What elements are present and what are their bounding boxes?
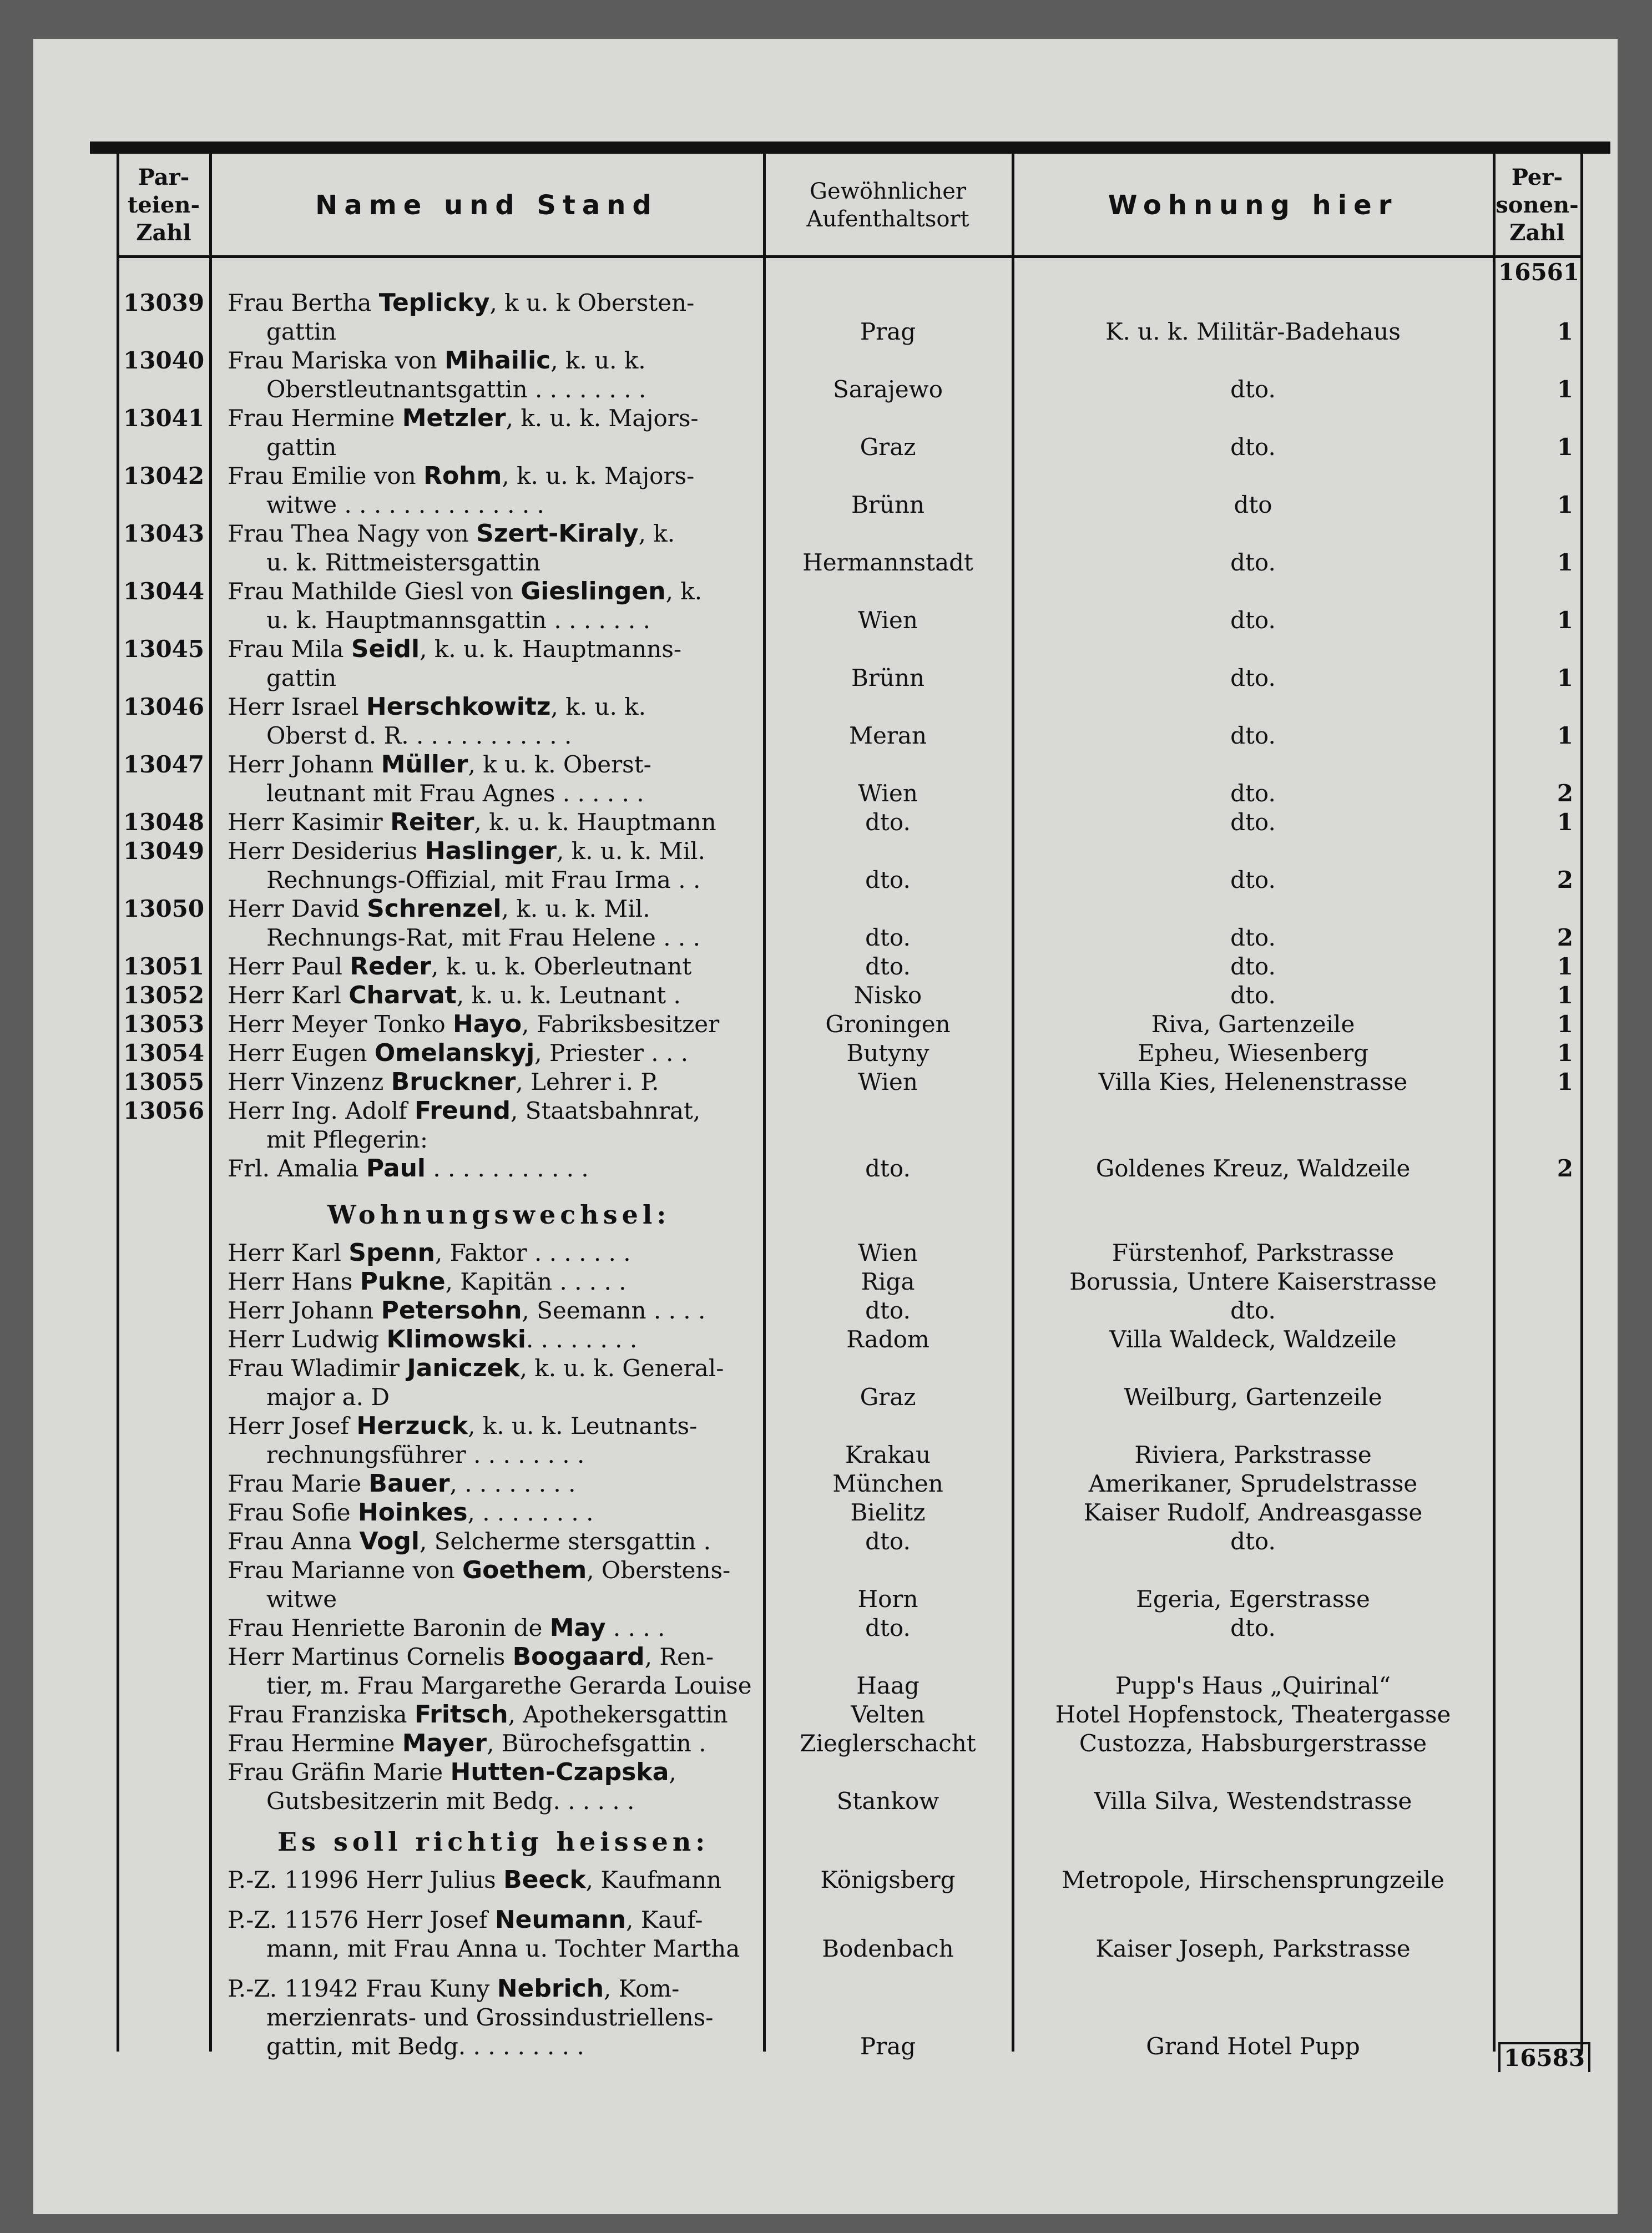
name-rest: , Lehrer i. P.: [516, 1068, 659, 1095]
party-number: 13048: [123, 809, 205, 836]
name-rest: , Ren-: [644, 1643, 714, 1670]
entry-name-continued: rechnungsführer . . . . . . . .: [266, 1441, 585, 1468]
entry-name: [228, 952, 691, 981]
origin-place: Brünn: [851, 491, 925, 518]
column-divider-3: [1012, 154, 1014, 2052]
surname: Beeck: [503, 1866, 586, 1894]
persons-count: 2: [1557, 924, 1573, 951]
name-rest: , Kom-: [604, 1975, 680, 2002]
residence: Grand Hotel Pupp: [1146, 2033, 1360, 2060]
surname: Bauer: [368, 1469, 450, 1498]
header-parteien-zahl: Par- teien- Zahl: [127, 164, 200, 246]
party-number: 13043: [123, 520, 205, 547]
surname: Szert-Kiraly: [476, 519, 639, 548]
origin-place: dto.: [865, 1155, 911, 1182]
name-prefix: Herr Josef: [228, 1412, 357, 1439]
name-rest: , . . . . . . . .: [449, 1470, 576, 1497]
name-prefix: P.-Z. 11942 Frau Kuny: [228, 1975, 497, 2002]
name-rest: , . . . . . . . .: [467, 1499, 594, 1526]
name-prefix: Herr Desiderius: [228, 837, 425, 865]
column-divider-2: [763, 154, 766, 2052]
name-rest: , k. u. k. Leutnants-: [468, 1412, 698, 1439]
name-prefix: Frau Sofie: [228, 1499, 358, 1526]
entry-name: [228, 346, 646, 375]
name-prefix: Frau Emilie von: [228, 462, 424, 489]
residence: Goldenes Kreuz, Waldzeile: [1095, 1155, 1411, 1182]
entry-name: [228, 1325, 637, 1354]
party-number: 13045: [123, 635, 205, 663]
surname: Freund: [415, 1097, 511, 1125]
residence: Hotel Hopfenstock, Theatergasse: [1055, 1701, 1451, 1728]
surname: Seidl: [351, 635, 420, 663]
surname: Pukne: [360, 1267, 446, 1296]
name-prefix: Herr Martinus Cornelis: [228, 1643, 513, 1670]
name-prefix: Herr Ing. Adolf: [228, 1097, 415, 1124]
entry-name: [228, 1643, 714, 1671]
persons-count: 1: [1557, 1011, 1573, 1038]
surname: Haslinger: [425, 837, 557, 865]
entry-name-continued: u. k. Rittmeistersgattin: [266, 549, 540, 576]
residence: Villa Kies, Helenenstrasse: [1098, 1068, 1408, 1095]
name-rest: , k.: [665, 578, 703, 605]
origin-place: Prag: [860, 2033, 916, 2060]
name-rest: . . . . . . . .: [526, 1326, 638, 1353]
surname: Müller: [381, 750, 468, 779]
residence: dto.: [1230, 866, 1276, 893]
entry-name: [228, 693, 646, 721]
persons-count: 1: [1557, 491, 1573, 518]
entry-name-continued: leutnant mit Frau Agnes . . . . . .: [266, 780, 644, 807]
entry-name: [228, 1469, 575, 1498]
name-prefix: Herr Ludwig: [228, 1326, 387, 1353]
entry-name: [228, 1354, 724, 1383]
name-prefix: Frau Bertha: [228, 289, 379, 316]
persons-count: 2: [1557, 780, 1573, 807]
header-name-und-stand: Name und Stand: [315, 190, 658, 221]
entry-name-continued: merzienrats- und Grossindustriellens-: [266, 2004, 714, 2031]
entry-name-continued: Rechnungs-Offizial, mit Frau Irma . .: [266, 866, 701, 893]
entry-name-continued: witwe . . . . . . . . . . . . . .: [266, 491, 544, 518]
entry-name-continued: major a. D: [266, 1383, 390, 1411]
top-rule: [90, 142, 1610, 154]
name-prefix: Frau Hermine: [228, 405, 402, 432]
persons-count: 2: [1557, 1155, 1573, 1182]
party-number: 13039: [123, 289, 205, 316]
surname: Reder: [350, 952, 431, 981]
surname: Omelanskyj: [374, 1039, 535, 1067]
entry-name-continued: Rechnungs-Rat, mit Frau Helene . . .: [266, 924, 700, 951]
residence: dto.: [1230, 809, 1276, 836]
name-prefix: Frau Wladimir: [228, 1355, 407, 1382]
name-rest: , Staatsbahnrat,: [510, 1097, 701, 1124]
party-number: 13055: [123, 1068, 205, 1095]
origin-place: Radom: [846, 1326, 929, 1353]
entry-name-continued: mit Pflegerin:: [266, 1126, 428, 1153]
origin-place: dto.: [865, 1614, 911, 1641]
residence: dto: [1234, 491, 1272, 518]
entry-name-continued: Gutsbesitzerin mit Bedg. . . . . .: [266, 1787, 635, 1815]
entry-name: [228, 1614, 665, 1643]
entry-name: [228, 837, 705, 866]
residence: dto.: [1230, 433, 1276, 461]
name-rest: , k. u. k. Mil.: [556, 837, 705, 865]
residence: Kaiser Joseph, Parkstrasse: [1095, 1935, 1411, 1962]
entry-name: [228, 1412, 697, 1441]
residence: Custozza, Habsburgerstrasse: [1079, 1730, 1427, 1757]
origin-place: Wien: [858, 1068, 918, 1095]
name-prefix: Herr Johann: [228, 1297, 381, 1324]
name-prefix: Frau Marie: [228, 1470, 369, 1497]
entry-name: [228, 1974, 679, 2003]
residence: dto.: [1230, 1297, 1276, 1324]
entry-name: [228, 519, 675, 548]
name-prefix: P.-Z. 11996 Herr Julius: [228, 1866, 504, 1893]
entry-name-continued: tier, m. Frau Margarethe Gerarda Louise: [266, 1672, 752, 1699]
residence: Egeria, Egerstrasse: [1136, 1585, 1370, 1613]
name-prefix: Frau Franziska: [228, 1701, 415, 1728]
name-rest: ,: [669, 1759, 676, 1786]
entry-name-continued: mann, mit Frau Anna u. Tochter Martha: [266, 1935, 740, 1962]
name-rest: , Bürochefsgattin .: [487, 1730, 706, 1757]
name-rest: , k. u. k. Hauptmann: [474, 809, 716, 836]
party-number: 13053: [123, 1011, 205, 1038]
name-prefix: Herr Hans: [228, 1268, 360, 1295]
table-border-left: [117, 154, 119, 2052]
name-rest: , Seemann . . . .: [522, 1297, 706, 1324]
origin-place: Graz: [860, 1383, 916, 1411]
entry-name: [228, 1267, 627, 1296]
name-rest: , k. u. k. Oberleutnant: [431, 953, 692, 980]
surname: Herzuck: [356, 1412, 468, 1440]
residence: Epheu, Wiesenberg: [1137, 1039, 1369, 1067]
name-prefix: Herr Johann: [228, 751, 381, 778]
residence: Borussia, Untere Kaiserstrasse: [1069, 1268, 1437, 1295]
entry-name: [228, 404, 699, 433]
residence: Villa Silva, Westendstrasse: [1094, 1787, 1412, 1815]
residence: dto.: [1230, 607, 1276, 634]
entry-name: [228, 808, 716, 837]
entry-name: [228, 1527, 711, 1556]
surname: Vogl: [359, 1527, 420, 1555]
party-number: 13041: [123, 405, 205, 432]
residence: Amerikaner, Sprudelstrasse: [1088, 1470, 1418, 1497]
residence: Pupp's Haus „Quirinal“: [1115, 1672, 1391, 1699]
entry-name: [228, 895, 650, 923]
residence: dto.: [1230, 722, 1276, 749]
surname: Hayo: [453, 1010, 522, 1038]
name-prefix: Frau Gräfin Marie: [228, 1759, 451, 1786]
entry-name-continued: Oberst d. R. . . . . . . . . . . .: [266, 722, 572, 749]
surname: Rohm: [423, 462, 502, 490]
persons-count: 1: [1557, 607, 1573, 634]
header-wohnung: Wohnung hier: [1108, 190, 1398, 221]
origin-place: Prag: [860, 318, 916, 345]
entry-name: [228, 1239, 631, 1267]
name-rest: , k u. k. Oberst-: [468, 751, 651, 778]
origin-place: Butyny: [846, 1039, 929, 1067]
persons-count: 1: [1557, 433, 1573, 461]
name-prefix: Frau Mariska von: [228, 347, 445, 374]
origin-place: Wien: [858, 607, 918, 634]
surname: Bruckner: [391, 1068, 516, 1096]
final-total: 16583: [1498, 2042, 1590, 2072]
name-prefix: Frl. Amalia: [228, 1155, 366, 1182]
residence: Metropole, Hirschensprungzeile: [1062, 1866, 1444, 1893]
origin-place: Hermannstadt: [802, 549, 973, 576]
surname: Goethem: [462, 1556, 587, 1584]
origin-place: Riga: [861, 1268, 915, 1295]
origin-place: Königsberg: [820, 1866, 956, 1893]
origin-place: Meran: [848, 722, 927, 749]
name-prefix: Herr Meyer Tonko: [228, 1011, 453, 1038]
name-rest: , k. u. k. Mil.: [501, 895, 650, 922]
party-number: 13056: [123, 1097, 205, 1124]
surname: May: [549, 1614, 606, 1642]
name-rest: , k. u. k.: [550, 693, 646, 720]
name-prefix: Frau Thea Nagy von: [228, 520, 477, 547]
name-rest: , Fabriksbesitzer: [522, 1011, 720, 1038]
name-rest: , k. u. k. Leutnant .: [456, 982, 681, 1009]
surname: Klimowski: [386, 1325, 526, 1353]
entry-name: [228, 1010, 719, 1039]
residence: Kaiser Rudolf, Andreasgasse: [1083, 1499, 1423, 1526]
name-rest: , k. u. k. Majors-: [502, 462, 695, 489]
name-prefix: Frau Anna: [228, 1528, 360, 1555]
section-correction: Es soll richtig heissen:: [277, 1827, 710, 1857]
persons-count: 1: [1557, 318, 1573, 345]
surname: Nebrich: [497, 1974, 604, 2003]
origin-place: Groningen: [825, 1011, 951, 1038]
surname: Janiczek: [407, 1354, 520, 1382]
origin-place: Wien: [858, 780, 918, 807]
name-prefix: Frau Mathilde Giesl von: [228, 578, 521, 605]
name-rest: , Oberstens-: [587, 1557, 731, 1584]
persons-count: 1: [1557, 549, 1573, 576]
residence: dto.: [1230, 549, 1276, 576]
party-number: 13050: [123, 895, 205, 922]
party-number: 13044: [123, 578, 205, 605]
origin-place: dto.: [865, 809, 911, 836]
origin-place: Velten: [851, 1701, 925, 1728]
origin-place: Graz: [860, 433, 916, 461]
entry-name: [228, 1700, 728, 1729]
persons-count: 1: [1557, 953, 1573, 980]
party-number: 13042: [123, 462, 205, 489]
name-prefix: P.-Z. 11576 Herr Josef: [228, 1906, 495, 1933]
entry-name-continued: gattin: [266, 433, 337, 461]
origin-place: Horn: [857, 1585, 918, 1613]
header-aufenthaltsort: Gewöhnlicher Aufenthaltsort: [806, 179, 969, 232]
name-prefix: Herr Eugen: [228, 1039, 375, 1067]
surname: Teplicky: [378, 289, 490, 317]
surname: Hoinkes: [357, 1498, 468, 1527]
origin-place: dto.: [865, 1528, 911, 1555]
entry-name-continued: witwe: [266, 1585, 337, 1613]
name-rest: , k. u. k. Hauptmanns-: [420, 635, 682, 663]
persons-count: 1: [1557, 376, 1573, 403]
residence: dto.: [1230, 780, 1276, 807]
origin-place: Wien: [858, 1239, 918, 1266]
surname: Mihailic: [444, 346, 551, 375]
name-rest: , Priester . . .: [534, 1039, 689, 1067]
origin-place: dto.: [865, 866, 911, 893]
carry-over-total: 16561: [1498, 259, 1580, 286]
entry-name-continued: gattin: [266, 664, 337, 691]
residence: dto.: [1230, 924, 1276, 951]
name-rest: , k u. k Obersten-: [489, 289, 695, 316]
origin-place: dto.: [865, 1297, 911, 1324]
entry-name: [228, 1866, 721, 1894]
entry-name: [228, 1556, 730, 1585]
persons-count: 1: [1557, 664, 1573, 691]
surname: Neumann: [494, 1906, 626, 1934]
residence: dto.: [1230, 664, 1276, 691]
residence: Villa Waldeck, Waldzeile: [1109, 1326, 1397, 1353]
entry-name: [228, 1097, 700, 1125]
entry-name: [228, 750, 651, 779]
surname: Fritsch: [414, 1700, 508, 1729]
entry-name-continued: gattin: [266, 318, 337, 345]
surname: Schrenzel: [367, 895, 502, 923]
surname: Hutten-Czapska: [450, 1758, 669, 1786]
name-rest: , k. u. k. General-: [519, 1355, 724, 1382]
name-prefix: Frau Marianne von: [228, 1557, 462, 1584]
residence: dto.: [1230, 1614, 1276, 1641]
entry-name: [228, 577, 702, 606]
party-number: 13040: [123, 347, 205, 374]
party-number: 13049: [123, 837, 205, 865]
column-divider-4: [1493, 154, 1496, 2052]
name-rest: , k. u. k.: [550, 347, 646, 374]
name-prefix: Herr Israel: [228, 693, 366, 720]
surname: Gieslingen: [521, 577, 666, 605]
origin-place: Stankow: [836, 1787, 939, 1815]
surname: Paul: [366, 1154, 426, 1183]
origin-place: Haag: [856, 1672, 920, 1699]
entry-name: [228, 1729, 706, 1758]
origin-place: Sarajewo: [832, 376, 943, 403]
name-rest: , Kaufmann: [585, 1866, 722, 1893]
entry-name: [228, 1039, 688, 1068]
entry-name: [228, 635, 681, 664]
party-number: 13047: [123, 751, 205, 778]
origin-place: Nisko: [853, 982, 922, 1009]
name-rest: , Kauf-: [626, 1906, 703, 1933]
residence: K. u. k. Militär-Badehaus: [1105, 318, 1401, 345]
surname: Charvat: [348, 981, 457, 1009]
entry-name: [228, 289, 694, 317]
name-prefix: Herr David: [228, 895, 367, 922]
surname: Boogaard: [512, 1643, 645, 1671]
surname: Petersohn: [381, 1296, 522, 1325]
entry-name: [228, 1296, 705, 1325]
origin-place: Bielitz: [850, 1499, 926, 1526]
entry-name-continued: u. k. Hauptmannsgattin . . . . . . .: [266, 607, 650, 634]
name-rest: , k.: [638, 520, 675, 547]
party-number: 13046: [123, 693, 205, 720]
entry-name: [228, 1068, 659, 1097]
entry-name: [228, 1154, 589, 1183]
name-rest: , Faktor . . . . . . .: [435, 1239, 631, 1266]
origin-place: Bodenbach: [822, 1935, 954, 1962]
residence: Weilburg, Gartenzeile: [1124, 1383, 1382, 1411]
entry-name-continued: Oberstleutnantsgattin . . . . . . . .: [266, 376, 646, 403]
persons-count: 1: [1557, 1039, 1573, 1067]
persons-count: 1: [1557, 1068, 1573, 1095]
persons-count: 1: [1557, 982, 1573, 1009]
residence: dto.: [1230, 953, 1276, 980]
name-rest: . . . . . . . . . . .: [425, 1155, 589, 1182]
origin-place: Zieglerschacht: [800, 1730, 976, 1757]
name-prefix: Herr Karl: [228, 982, 349, 1009]
table-border-right: [1580, 154, 1583, 2052]
entry-name: [228, 1758, 676, 1787]
party-number: 13051: [123, 953, 205, 980]
surname: Metzler: [402, 404, 506, 432]
name-prefix: Frau Henriette Baronin de: [228, 1614, 550, 1641]
surname: Mayer: [402, 1729, 487, 1757]
entry-name: [228, 462, 694, 491]
origin-place: Krakau: [845, 1441, 931, 1468]
name-rest: . . . .: [605, 1614, 665, 1641]
surname: Spenn: [348, 1239, 435, 1267]
residence: Riva, Gartenzeile: [1151, 1011, 1355, 1038]
name-prefix: Herr Vinzenz: [228, 1068, 391, 1095]
section-wohnungswechsel: Wohnungswechsel:: [327, 1200, 671, 1230]
origin-place: dto.: [865, 953, 911, 980]
entry-name: [228, 1906, 703, 1934]
header-rule: [117, 255, 1583, 258]
entry-name: [228, 981, 681, 1010]
residence: Fürstenhof, Parkstrasse: [1112, 1239, 1395, 1266]
entry-name-continued: gattin, mit Bedg. . . . . . . . .: [266, 2033, 584, 2060]
name-prefix: Frau Hermine: [228, 1730, 402, 1757]
name-rest: , Kapitän . . . . .: [445, 1268, 627, 1295]
name-rest: , k. u. k. Majors-: [506, 405, 699, 432]
name-prefix: Frau Mila: [228, 635, 351, 663]
surname: Reiter: [390, 808, 474, 836]
party-number: 13052: [123, 982, 205, 1009]
surname: Herschkowitz: [366, 693, 551, 721]
residence: dto.: [1230, 376, 1276, 403]
entry-name: [228, 1498, 593, 1527]
persons-count: 1: [1557, 722, 1573, 749]
origin-place: München: [832, 1470, 943, 1497]
persons-count: 1: [1557, 809, 1573, 836]
name-prefix: Herr Paul: [228, 953, 350, 980]
origin-place: dto.: [865, 924, 911, 951]
name-prefix: Herr Karl: [228, 1239, 349, 1266]
header-personen-zahl: Per- sonen- Zahl: [1496, 164, 1579, 246]
persons-count: 2: [1557, 866, 1573, 893]
party-number: 13054: [123, 1039, 205, 1067]
name-rest: , Selcherme stersgattin .: [419, 1528, 711, 1555]
residence: dto.: [1230, 982, 1276, 1009]
name-prefix: Herr Kasimir: [228, 809, 391, 836]
residence: Riviera, Parkstrasse: [1134, 1441, 1372, 1468]
column-divider-1: [209, 154, 212, 2052]
residence: dto.: [1230, 1528, 1276, 1555]
origin-place: Brünn: [851, 664, 925, 691]
name-rest: , Apothekersgattin: [508, 1701, 728, 1728]
